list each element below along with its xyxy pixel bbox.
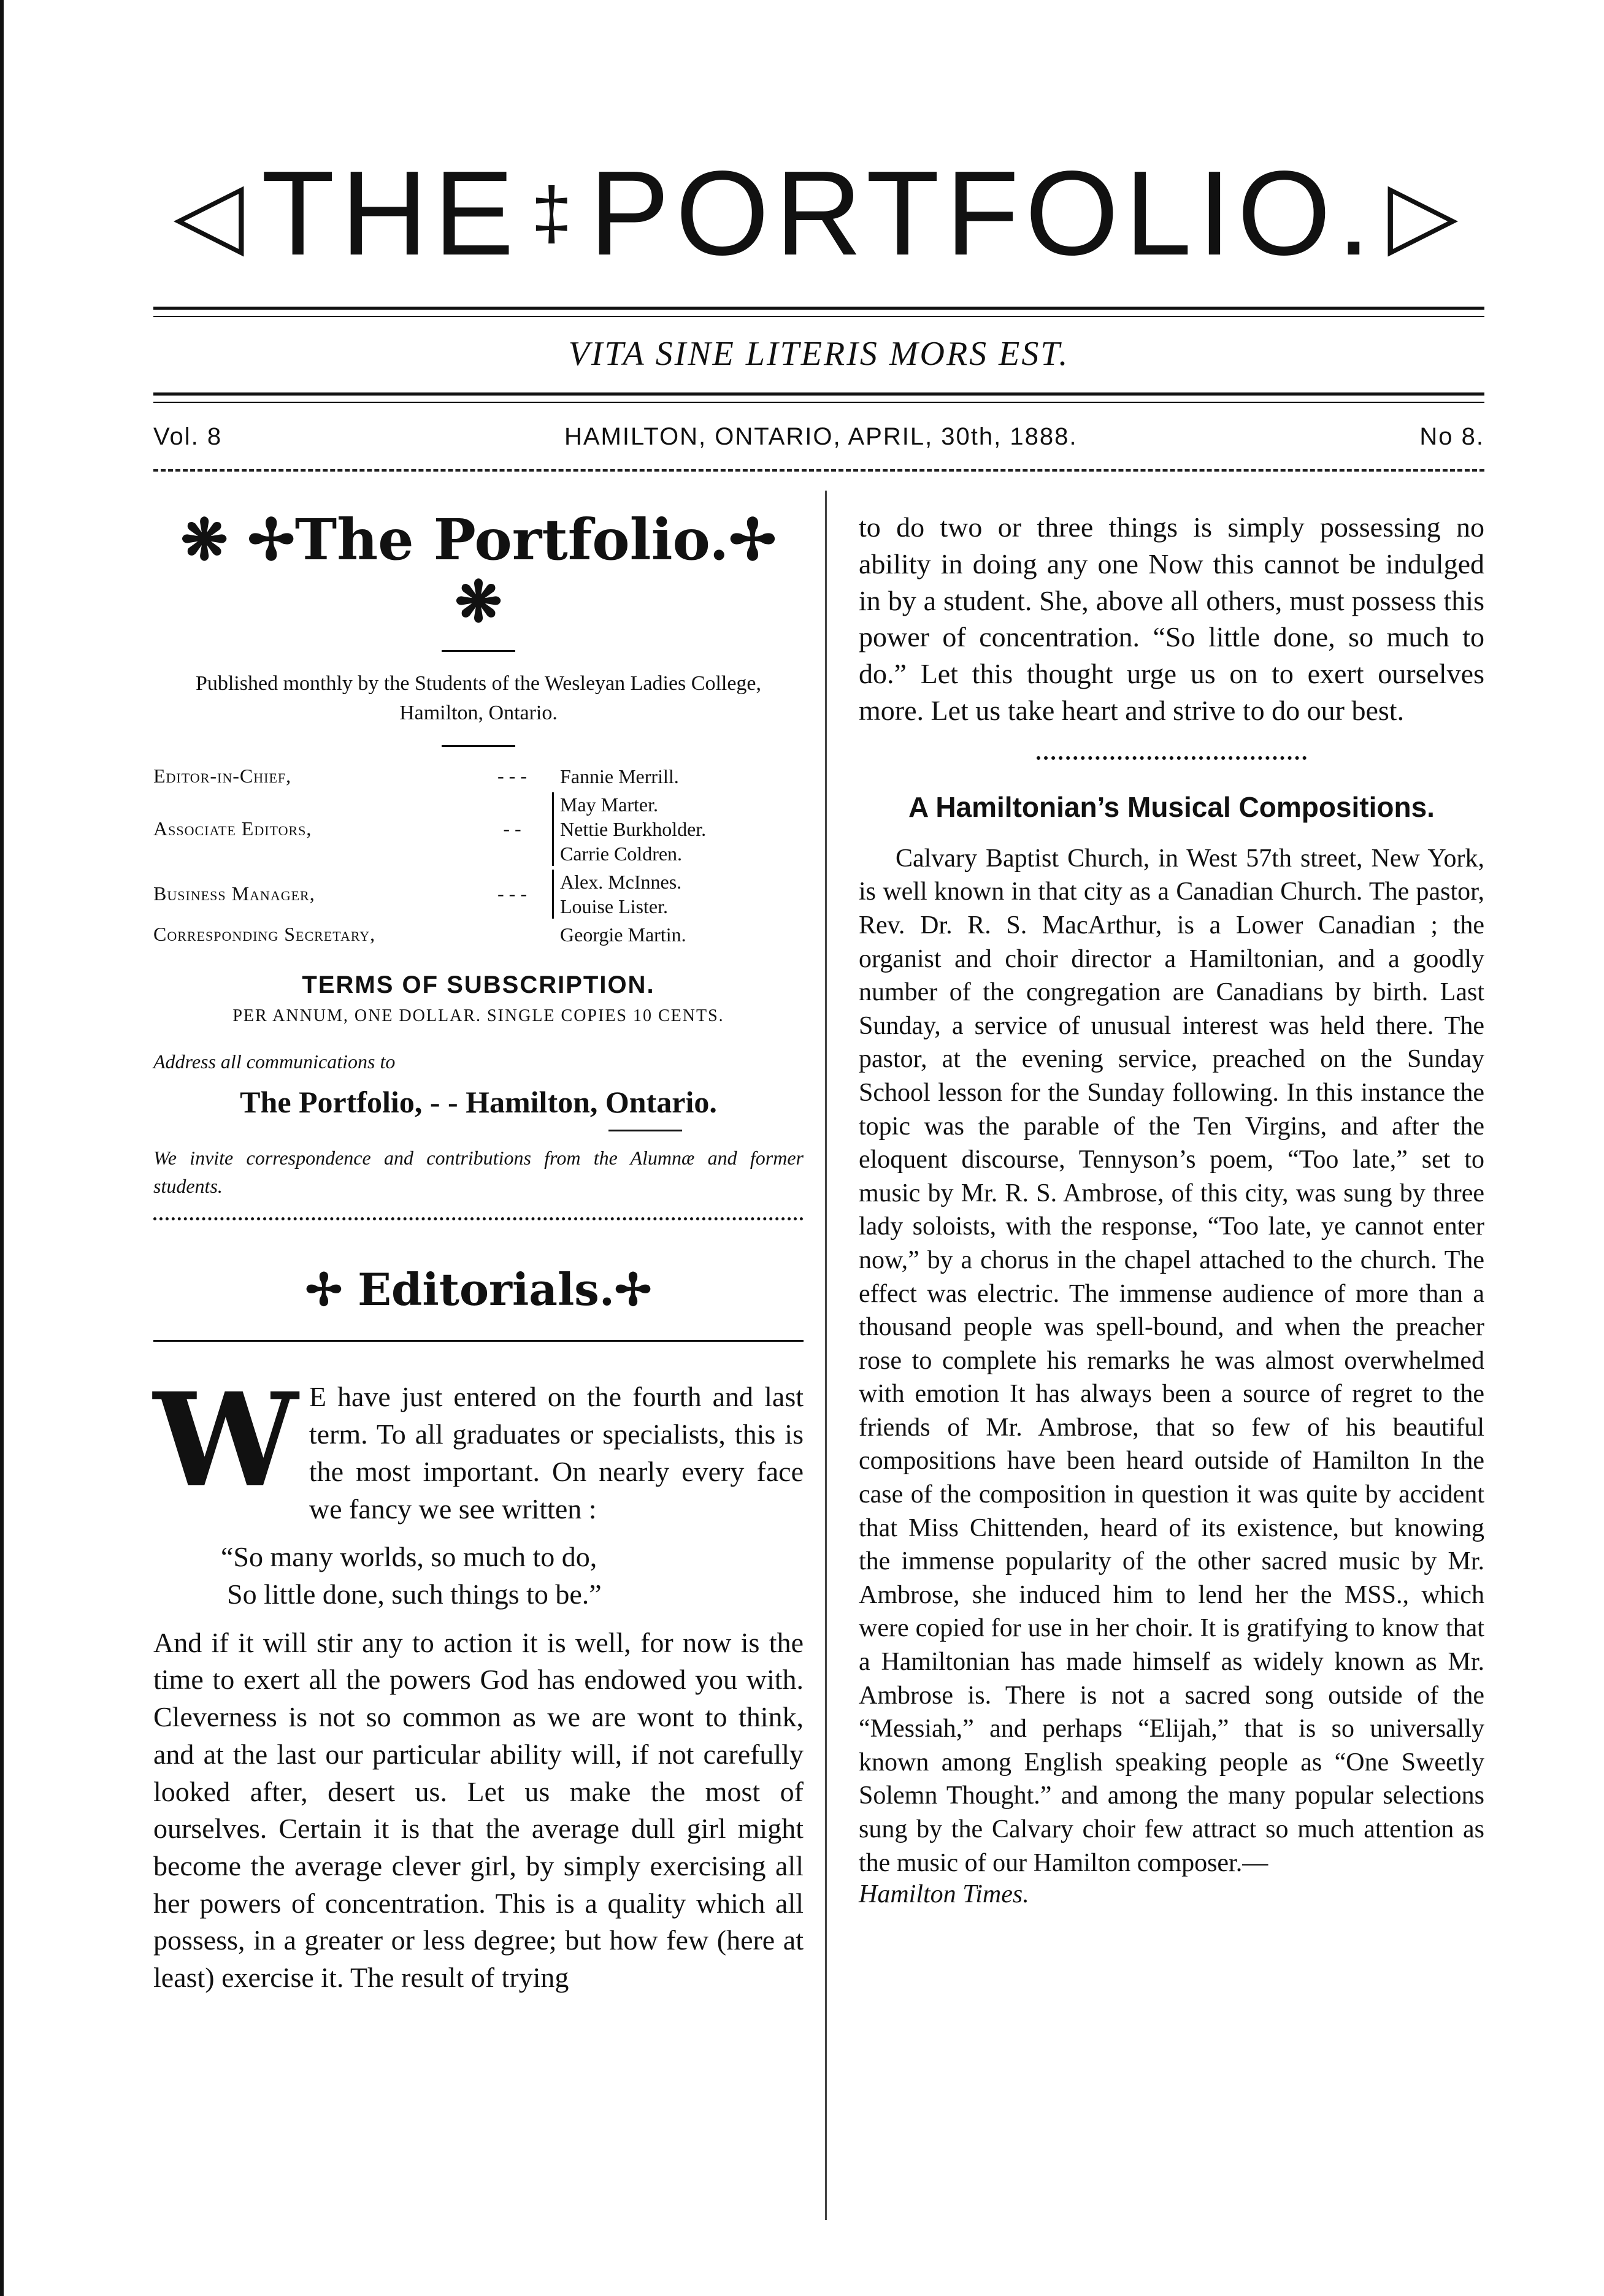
masthead-portfolio: PORTFOLIO. <box>589 146 1377 280</box>
editorials-heading: ✢ Editorials.✢ <box>305 1263 652 1316</box>
right-column <box>859 509 1484 1909</box>
volume: Vol. 8 <box>153 423 223 450</box>
page-edge-rule <box>0 0 4 2296</box>
article-divider <box>1037 756 1307 760</box>
article-source: Hamilton Times. <box>859 1880 1029 1909</box>
staff-leader: - - - <box>497 765 527 787</box>
poem-line: “So many worlds, so much to do, <box>221 1541 597 1573</box>
address-line: The Portfolio, - - Hamilton, Ontario. <box>240 1084 717 1119</box>
staff-names: Fannie Merrill. <box>560 765 679 787</box>
staff-role: Business Manager, <box>153 882 315 905</box>
editorials-rule <box>153 1340 804 1342</box>
terms-line: PER ANNUM, ONE DOLLAR. SINGLE COPIES 10 CENTS. <box>232 1006 724 1025</box>
left-ornament-icon: ◁ <box>173 162 250 265</box>
staff-names: Georgie Martin. <box>560 923 686 946</box>
address-rule <box>608 1130 682 1131</box>
title-rule <box>442 650 515 652</box>
publication-note: Published monthly by the Students of the Wesleyan Ladies College, Hamilton, Ontario. <box>195 672 762 724</box>
column-divider <box>825 491 827 2220</box>
motto: VITA SINE LITERIS MORS EST. <box>568 335 1070 373</box>
issue-number: No 8. <box>1419 423 1484 450</box>
staff-names: May Marter. Nettie Burkholder. Carrie Coldren. <box>552 792 804 866</box>
staff-role: Corresponding Secretary, <box>153 923 376 946</box>
staff-names: Alex. McInnes. Louise Lister. <box>552 870 804 919</box>
paper-title: ❋ ✢The Portfolio.✢ ❋ <box>180 507 777 635</box>
staff-leader: - - <box>503 817 521 840</box>
poem-line: So little done, such things to be.” <box>227 1578 602 1610</box>
dateline-rule <box>153 469 1484 472</box>
invitation-note: We invite correspondence and contributions from the Alumnæ and former students. <box>153 1146 804 1197</box>
staff-row <box>153 870 804 919</box>
editorial-continuation: to do two or three things is simply possessing no ability in doing any one Now this cannot be indulged in by a student. She, above all others, must possess this power of concentration. “So little done, so much to do.” Let this thought urge us on to exert ourselves more. Let us take heart and strive to do our best. <box>859 511 1484 726</box>
terms-heading: TERMS OF SUBSCRIPTION. <box>302 971 655 998</box>
section-rule <box>153 1217 804 1220</box>
staff-leader: - - - <box>497 882 527 905</box>
staff-row <box>153 764 804 789</box>
editorial-opening <box>153 1364 804 1528</box>
staff-row <box>153 922 804 947</box>
left-column <box>153 509 804 1997</box>
motto-rule <box>153 392 1484 403</box>
editorial-paragraph: And if it will stir any to action it is well, for now is the time to exert all the powers God has endowed you with. Cleverness is not so common as we are wont to think, and at the last our particular ability will, if not carefully looked after, desert us. Let us make the most of ourselves. Certain it is that the average dull girl might become the average clever girl, by simply exercising all her powers of concentration. This is a quality which all possess, in a greater or less degree; but how few (here at least) exercise it. The result of trying <box>153 1626 804 1994</box>
staff-list <box>153 764 804 947</box>
place-date: HAMILTON, ONTARIO, APRIL, 30th, 1888. <box>564 423 1078 450</box>
staff-row <box>153 792 804 866</box>
masthead-title <box>153 146 1484 280</box>
staff-rule <box>442 745 515 747</box>
cross-ornament-icon: ‡ <box>531 172 578 254</box>
article-body: Calvary Baptist Church, in West 57th street, New York, is well known in that city as a Canadian Church. The pastor, Rev. Dr. R. S. MacArthur, is a Lower Canadian ; the organist and choir director a Hamiltonian, and a goodly number of the congregation are Canadians by birth. Last Sunday, a service of unusual interest was held there. The pastor, at the evening service, preached on the Sunday School lesson for the Sunday following. In this instance the topic was the parable of the Ten Virgins, and after the eloquent discourse, Tennyson’s poem, “Too late,” set to music by Mr. R. S. Ambrose, of this city, was sung by three lady soloists, with the response, “Too late, ye cannot enter now,” by a chorus in the chapel attached to the church. The effect was electric. The immense audience of more than a thousand people was spell-bound, and when the preacher rose to complete his remarks he was almost overwhelmed with emotion It has always been a source of regret to the friends of Mr. Ambrose, that so few of his beautiful compositions have been heard outside of Hamilton In the case of the composition in question it was quite by accident that Miss Chittenden, heard of its existence, but knowing the immense popularity of the other sacred music by Mr. Ambrose, she induced him to lend her the MSS., which were copied for use in her choir. It is gratifying to know that a Hamiltonian has made himself as widely known as Mr. Ambrose is. There is not a sacred song outside of the “Messiah,” and perhaps “Elijah,” that is so universally known among English speaking people as “One Sweetly Solemn Thought.” and among the many popular selections sung by the Calvary choir few attract so much attention as the music of our Hamilton composer.— <box>859 844 1484 1877</box>
editorial-paragraph: E have just entered on the fourth and last term. To all graduates or specialists, this is the most important. On nearly every face we fancy we see written : <box>309 1381 804 1525</box>
drop-cap: W <box>153 1364 298 1517</box>
address-note: Address all communications to <box>153 1050 396 1073</box>
masthead <box>153 146 1484 280</box>
masthead-rule <box>153 307 1484 317</box>
staff-role: Associate Editors, <box>153 817 312 840</box>
dateline <box>153 423 1484 451</box>
quoted-poem <box>221 1539 804 1613</box>
right-ornament-icon: ▷ <box>1387 162 1465 265</box>
article-title: A Hamiltonian’s Musical Compositions. <box>908 790 1435 823</box>
staff-role: Editor-in-Chief, <box>153 765 292 787</box>
masthead-the: THE <box>261 146 520 280</box>
